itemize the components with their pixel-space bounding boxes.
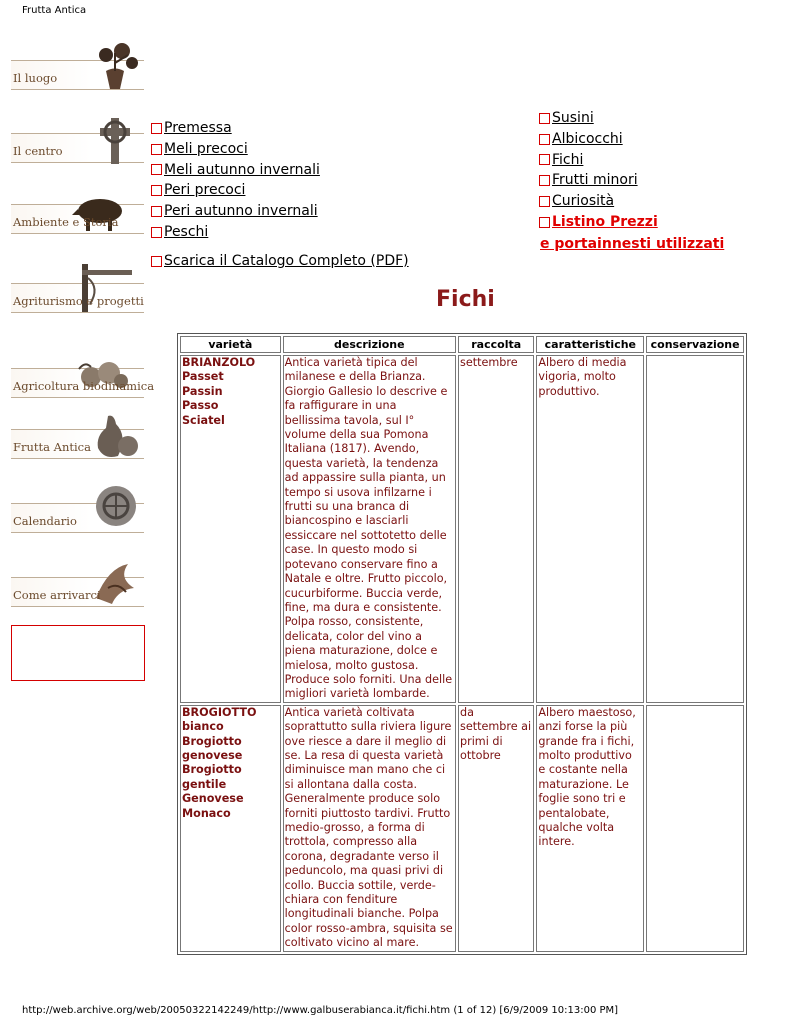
variety-synonym: Sciatel	[182, 413, 225, 427]
cell-descrizione: Antica varietà coltivata soprattutto sulla riviera ligure ove riesce a dare il meglio di se. La resa di questa varietà diminuisce man mano che ci si allontana dalla costa. Generalmente produce solo forniti piuttosto tardivi. Frutto medio-grosso, a forma di trottola, compresso alla corona, degradante verso il peduncolo, ma quasi privi di collo. Buccia sottile, verde-chiara con fenditure longitudinali bianche. Polpa color rosso-ambra, squisita se coltivato vicino al mare.	[283, 705, 456, 952]
broken-image-icon	[539, 175, 550, 186]
broken-image-icon	[151, 164, 162, 175]
flower-vase-icon	[88, 41, 142, 91]
cell-conservazione	[646, 355, 744, 703]
variety-synonym: genovese	[182, 748, 243, 762]
link-peri-precoci[interactable]: Peri precoci	[151, 180, 245, 201]
celtic-cross-icon	[88, 114, 142, 164]
nav-label: Frutta Antica	[13, 440, 91, 454]
variety-synonym: gentile	[182, 777, 227, 791]
broken-image-icon	[539, 134, 550, 145]
print-footer-url: http://web.archive.org/web/20050322142249/http://www.galbuserabianca.it/fichi.htm (1 of 12) [6/9/2009 10:13:00 PM]	[22, 1005, 619, 1016]
broken-image-icon	[151, 185, 162, 196]
col-header-caratteristiche: caratteristiche	[536, 336, 644, 353]
nav-agriturismo[interactable]	[11, 283, 144, 313]
link-listino-prezzi[interactable]: Listino Prezzi	[539, 212, 658, 233]
variety-synonym: Monaco	[182, 806, 231, 820]
broken-image-icon	[539, 113, 550, 124]
nav-label: Ambiente e Storia	[13, 215, 119, 229]
cell-varieta	[180, 705, 281, 952]
col-header-varieta: varietà	[180, 336, 281, 353]
table-row	[180, 705, 744, 952]
link-peri-autunno-invernali[interactable]: Peri autunno invernali	[151, 201, 318, 222]
link-premessa[interactable]: Premessa	[151, 118, 232, 139]
variety-synonym: Brogiotto	[182, 734, 242, 748]
cell-raccolta: da settembre ai primi di ottobre	[458, 705, 534, 952]
link-download-pdf[interactable]: Scarica il Catalogo Completo (PDF)	[151, 253, 409, 269]
celtic-knot-icon	[88, 484, 142, 534]
table-header-row	[180, 336, 744, 353]
link-meli-autunno-invernali[interactable]: Meli autunno invernali	[151, 160, 320, 181]
cell-caratteristiche: Albero di media vigoria, molto produttivo.	[536, 355, 644, 703]
broken-image-icon	[151, 144, 162, 155]
fruit-links-left	[151, 118, 320, 243]
nav-frutta-antica[interactable]	[11, 429, 144, 459]
pear-icon	[88, 410, 142, 460]
cell-varieta	[180, 355, 281, 703]
link-curiosita[interactable]: Curiosità	[539, 191, 614, 212]
nav-il-luogo[interactable]	[11, 60, 144, 90]
broken-image-icon	[151, 227, 162, 238]
broken-image-icon	[539, 217, 550, 228]
nav-il-centro[interactable]	[11, 133, 144, 163]
variety-name: BRIANZOLO	[182, 356, 256, 369]
page-title: Fichi	[436, 287, 495, 312]
link-peschi[interactable]: Peschi	[151, 222, 208, 243]
nav-label: Calendario	[13, 514, 77, 528]
col-header-descrizione: descrizione	[283, 336, 456, 353]
nav-come-arrivarci[interactable]	[11, 577, 144, 607]
variety-synonym: Passet	[182, 370, 224, 384]
varieties-table	[177, 333, 747, 955]
nav-label: Agriturismo e progetti	[13, 294, 144, 308]
variety-synonym: Genovese	[182, 792, 244, 806]
link-albicocchi[interactable]: Albicocchi	[539, 129, 623, 150]
nav-calendario[interactable]	[11, 503, 144, 533]
cell-caratteristiche: Albero maestoso, anzi forse la più grande fra i fichi, molto produttivo e costante nella maturazione. Le foglie sono tri e pentalobate, qualche volta intere.	[536, 705, 644, 952]
link-meli-precoci[interactable]: Meli precoci	[151, 139, 248, 160]
fruit-links-right	[539, 108, 724, 254]
col-header-raccolta: raccolta	[458, 336, 534, 353]
link-frutti-minori[interactable]: Frutti minori	[539, 170, 638, 191]
cell-conservazione	[646, 705, 744, 952]
nav-label: Il luogo	[13, 71, 58, 85]
table-row	[180, 355, 744, 703]
broken-image-icon	[539, 154, 550, 165]
broken-image-icon	[151, 123, 162, 134]
variety-synonym: Passo	[182, 399, 219, 413]
cell-descrizione: Antica varietà tipica del milanese e della Brianza. Giorgio Gallesio lo descrive e fa raffigurare in una bellissima tavola, sul I° volume della sua Pomona Italiana (1817). Avendo, questa varietà, la tendenza ad appassire sulla pianta, un tempo si usova infilzarne i frutti su una branca di biancospino e lasciarli essiccare nel sottotetto delle case. In questo modo si potevano conservare fino a Natale e oltre. Frutto piccolo, cucurbiforme. Buccia verde, fine, ma dura e consistente. Polpa rosso, consistente, delicata, color del vino a piena maturazione, dolce e mielosa, molto gustosa. Produce solo forniti. Una delle migliori varietà lombarde.	[283, 355, 456, 703]
nav-label: Agricoltura biodinamica	[13, 379, 155, 393]
variety-synonym: Passin	[182, 384, 223, 398]
variety-synonym: Brogiotto	[182, 763, 242, 777]
link-susini[interactable]: Susini	[539, 108, 594, 129]
pdf-download	[151, 253, 409, 271]
nav-label: Il centro	[13, 144, 63, 158]
nav-ambiente-storia[interactable]	[11, 204, 144, 234]
broken-image-icon	[151, 256, 162, 267]
variety-synonym: bianco	[182, 720, 224, 734]
nav-label: Come arrivarci	[13, 588, 101, 602]
link-fichi[interactable]: Fichi	[539, 150, 583, 171]
broken-image-icon	[539, 196, 550, 207]
window-title: Frutta Antica	[22, 5, 87, 16]
variety-name: BROGIOTTO	[182, 705, 257, 719]
nav-agricoltura-biodinamica[interactable]	[11, 368, 155, 398]
col-header-conservazione: conservazione	[646, 336, 744, 353]
cell-raccolta: settembre	[458, 355, 534, 703]
broken-image-icon	[151, 206, 162, 217]
empty-banner-box	[11, 625, 145, 681]
link-portainnesti[interactable]: e portainnesti utilizzati	[540, 235, 725, 252]
